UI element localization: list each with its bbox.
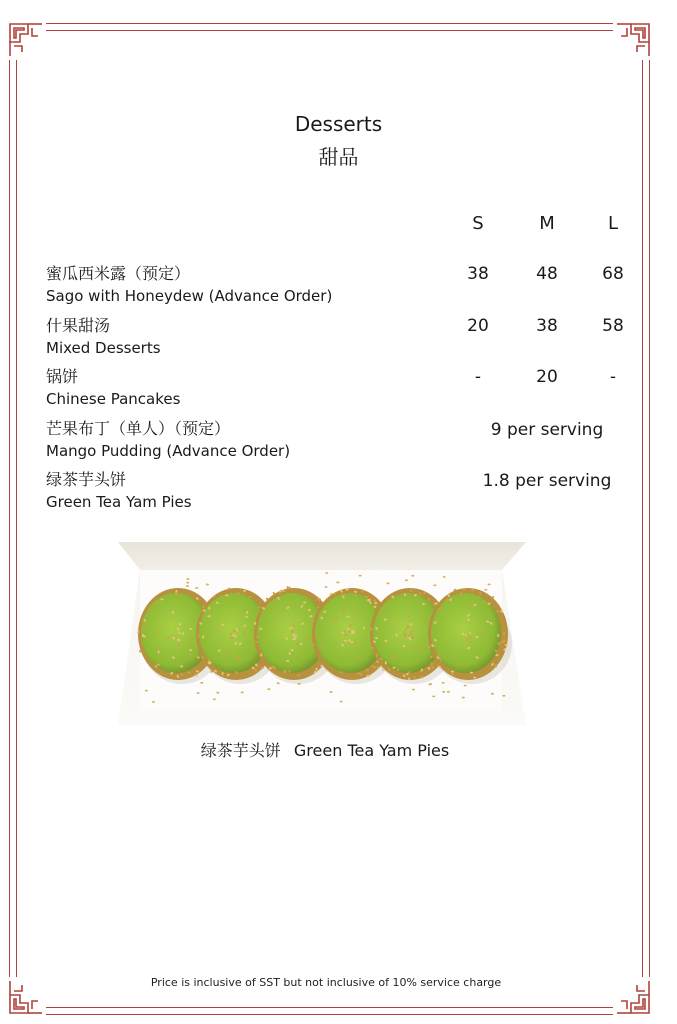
menu-item-mango-pudding: [46, 419, 290, 461]
item-name-en: Chinese Pancakes: [46, 390, 181, 408]
item-name-en: Green Tea Yam Pies: [46, 493, 192, 511]
menu-item-chinese-pancakes: [46, 367, 180, 409]
price-m: 20: [536, 367, 558, 387]
photo-caption: [0, 738, 650, 761]
price-s: -: [474, 367, 482, 387]
item-name-zh: 绿茶芋头饼: [46, 470, 127, 489]
menu-item-green-tea-yam-pies: [46, 470, 192, 512]
price-l: -: [609, 367, 617, 387]
price-m: 48: [536, 264, 558, 284]
item-name-zh: 蜜瓜西米露（预定）: [46, 264, 191, 283]
size-header-l: L: [607, 213, 619, 234]
item-name-en: Mixed Desserts: [46, 339, 161, 357]
item-name-zh: 芒果布丁（单人）（预定）: [46, 419, 231, 438]
footer-note: Price is inclusive of SST but not inclusive of 10% service charge: [150, 976, 502, 989]
price-s: 20: [467, 316, 489, 336]
corner-ornament-top-right: [613, 20, 653, 60]
price-l: 58: [602, 316, 624, 336]
price-per-serving: 1.8 per serving: [482, 471, 612, 491]
page-title-zh: 甜品: [318, 145, 359, 169]
page-title-en: Desserts: [294, 112, 383, 136]
price-per-serving: 9 per serving: [490, 420, 604, 440]
menu-item-mixed-desserts: [46, 316, 161, 358]
price-m: 38: [536, 316, 558, 336]
item-name-en: Mango Pudding (Advance Order): [46, 442, 291, 460]
corner-ornament-top-left: [6, 20, 46, 60]
green-tea-yam-pies-photo: [118, 542, 526, 725]
size-header-m: M: [539, 213, 555, 234]
item-name-zh: 锅饼: [46, 367, 79, 386]
caption-zh: 绿茶芋头饼: [200, 741, 281, 760]
menu-item-sago: [46, 264, 332, 306]
item-name-en: Sago with Honeydew (Advance Order): [46, 287, 333, 305]
price-l: 68: [602, 264, 624, 284]
price-s: 38: [467, 264, 489, 284]
inner-border: [16, 30, 643, 1008]
caption-en: Green Tea Yam Pies: [293, 741, 450, 760]
size-header-s: S: [472, 213, 484, 234]
item-name-zh: 什果甜汤: [46, 316, 111, 335]
